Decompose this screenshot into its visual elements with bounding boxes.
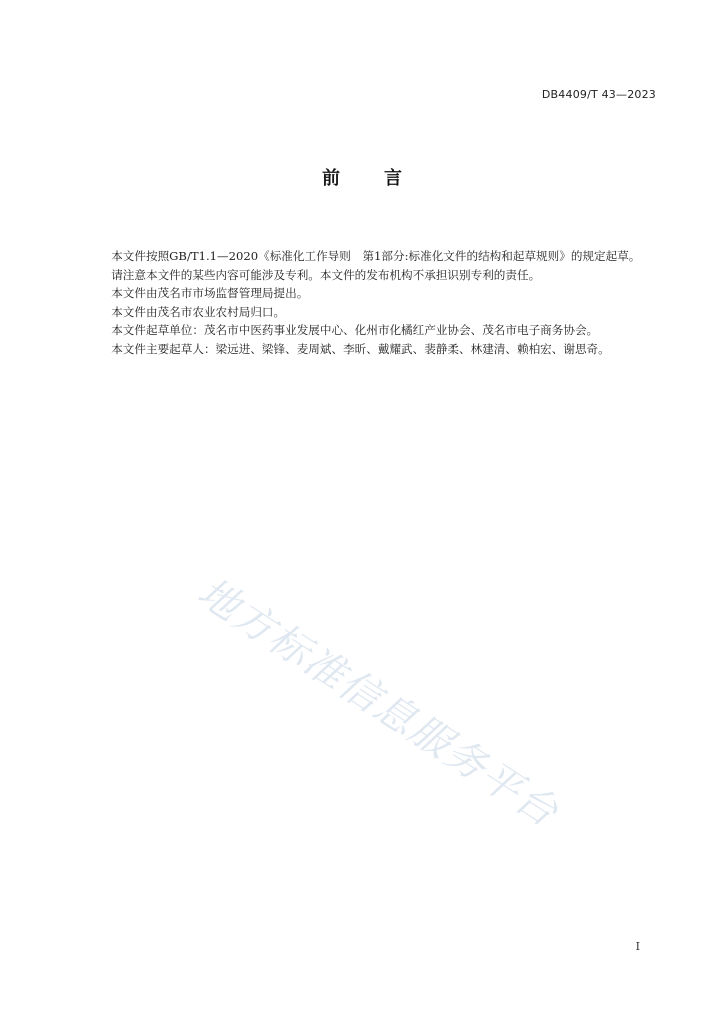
title-char-1: 前 — [322, 168, 340, 189]
paragraph-drafting-units: 本文件起草单位：茂名市中医药事业发展中心、化州市化橘红产业协会、茂名市电子商务协会。 — [111, 323, 599, 338]
paragraph-administered-by: 本文件由茂名市农业农村局归口。 — [111, 304, 286, 319]
page-title — [0, 164, 724, 190]
standard-code: DB4409/T 43—2023 — [541, 88, 656, 101]
paragraph-patent-notice: 请注意本文件的某些内容可能涉及专利。本文件的发布机构不承担识别专利的责任。 — [111, 267, 541, 282]
title-char-2: 言 — [384, 168, 402, 189]
watermark: 地方标准信息服务平台 — [189, 569, 567, 837]
page-number: I — [635, 940, 640, 953]
paragraph-drafting-rules: 本文件按照GB/T1.1—2020《标准化工作导则 第1部分:标准化文件的结构和起草规则》的规定起草。 — [111, 249, 641, 263]
foreword-body — [88, 247, 658, 359]
paragraph-proposed-by: 本文件由茂名市市场监督管理局提出。 — [111, 286, 309, 301]
paragraph-drafters: 本文件主要起草人：梁远进、梁锋、麦周斌、李昕、戴耀武、裴静柔、林建清、赖柏宏、谢思奇。 — [111, 341, 610, 356]
